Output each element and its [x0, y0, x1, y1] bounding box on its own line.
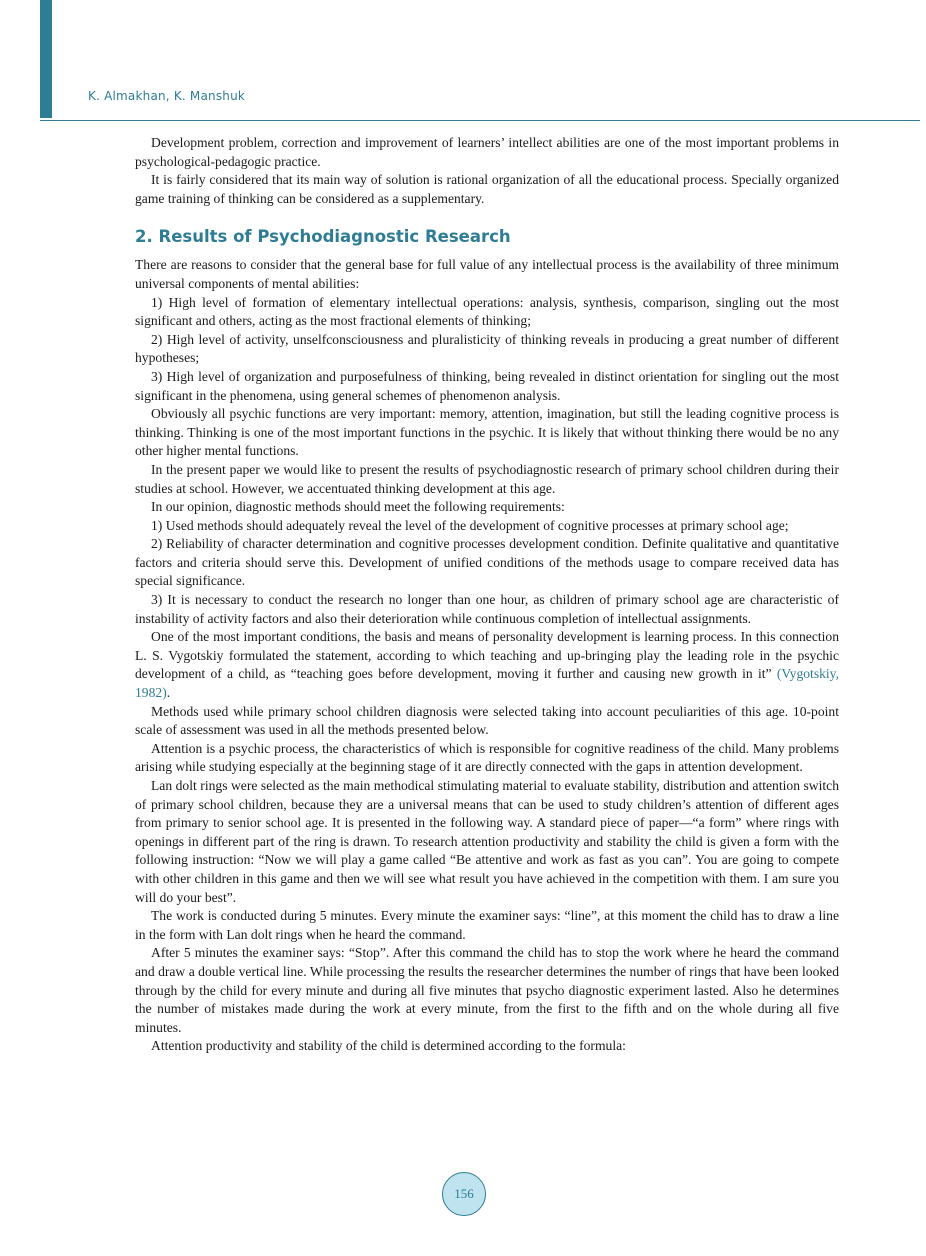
header-rule	[40, 120, 920, 121]
paragraph: After 5 minutes the examiner says: “Stop”. After this command the child has to stop the work where he heard the command and draw a double vertical line. While processing the results the researcher determines the number of rings that have been looked through by the child for every minute and during all five minutes that psycho diagnostic experiment lasted. Also he determines the number of mistakes made during the work at every minute, from the first to the fifth and on the whole during all five minutes.	[135, 945, 839, 1035]
section-lead-paragraph: There are reasons to consider that the general base for full value of any intellectual process is the availability of three minimum universal components of mental abilities:	[135, 257, 839, 291]
paragraph: In our opinion, diagnostic methods should meet the following requirements:	[151, 499, 565, 515]
article-body	[135, 134, 839, 1056]
paragraph: 1) Used methods should adequately reveal the level of the development of cognitive processes at primary school age;	[151, 517, 789, 533]
paragraph: 3) High level of organization and purposefulness of thinking, being revealed in distinct orientation for singling out the most significant in the phenomena, using general schemes of phenomenon analysis.	[135, 368, 839, 403]
vygotsky-end: .	[166, 685, 171, 701]
paragraph: 2) Reliability of character determination and cognitive processes development condition. Definite qualitative and quantitative factors and criteria should serve this. Development of unified conditions of the methods usage to compare received data has special significance.	[135, 536, 839, 589]
paragraph: Attention productivity and stability of the child is determined according to the formula:	[151, 1038, 626, 1054]
citation-link[interactable]: (Vygotskiy, 1982)	[135, 666, 839, 701]
page-number: 156	[442, 1172, 486, 1216]
running-head-authors: K. Almakhan, K. Manshuk	[88, 89, 246, 103]
vygotsky-text: One of the most important conditions, the basis and means of personality development is learning process. In this connection L. S. Vygotskiy formulated the statement, according to which teaching and up-bringing play the leading role in the psychic development of a child, as “teaching goes before development, moving it further and causing new growth in it”	[135, 629, 839, 682]
paragraph: Attention is a psychic process, the characteristics of which is responsible for cognitive readiness of the child. Many problems arising while studying especially at the beginning stage of it are directly connected with the gaps in attention development.	[135, 740, 839, 775]
paragraph: 3) It is necessary to conduct the research no longer than one hour, as children of primary school age are characteristic of instability of activity factors and also their deterioration while continuous completion of intellectual assignments.	[135, 592, 839, 626]
paragraph: 1) High level of formation of elementary intellectual operations: analysis, synthesis, comparison, singling out the most significant and others, acting as the most fractional elements of thinking;	[135, 294, 839, 329]
paragraph: Development problem, correction and improvement of learners’ intellect abilities are one of the most important problems in psychological-pedagogic practice.	[135, 135, 839, 169]
paragraph: In the present paper we would like to present the results of psychodiagnostic research of primary school children during their studies at school. However, we accentuated thinking development at this age.	[135, 461, 839, 496]
vygotsky-paragraph	[135, 628, 839, 702]
paragraph: Lan dolt rings were selected as the main methodical stimulating material to evaluate stability, distribution and attention switch of primary school children, because they are a universal means that can be used to study children’s attention of different ages from primary to senior school age. It is presented in the following way. A standard piece of paper—“a form” where rings with openings in different part of the ring is drawn. To research attention productivity and stability the child is given a form with the following instruction: “Now we will play a game called “Be attentive and work as fast as you can”. You are going to compete with other children in this game and then we will see what result you have achieved in the competition with them. I am sure you will do your best”.	[135, 778, 839, 905]
paragraph: Methods used while primary school children diagnosis were selected taking into account peculiarities of this age. 10-point scale of assessment was used in all the methods presented below.	[135, 703, 839, 738]
header-accent-bar	[40, 0, 52, 118]
paragraph: Obviously all psychic functions are very important: memory, attention, imagination, but still the leading cognitive process is thinking. Thinking is one of the most important functions in the psychic. It is likely that without thinking there would be no any other higher mental functions.	[135, 406, 839, 459]
paragraph: The work is conducted during 5 minutes. Every minute the examiner says: “line”, at this moment the child has to draw a line in the form with Lan dolt rings when he heard the command.	[135, 908, 839, 942]
paragraph: 2) High level of activity, unselfconsciousness and pluralisticity of thinking reveals in producing a great number of different hypotheses;	[135, 331, 839, 366]
paragraph: It is fairly considered that its main way of solution is rational organization of all the educational process. Specially organized game training of thinking can be considered as a supplementary.	[135, 172, 839, 206]
section-heading: 2. Results of Psychodiagnostic Research	[135, 227, 511, 247]
